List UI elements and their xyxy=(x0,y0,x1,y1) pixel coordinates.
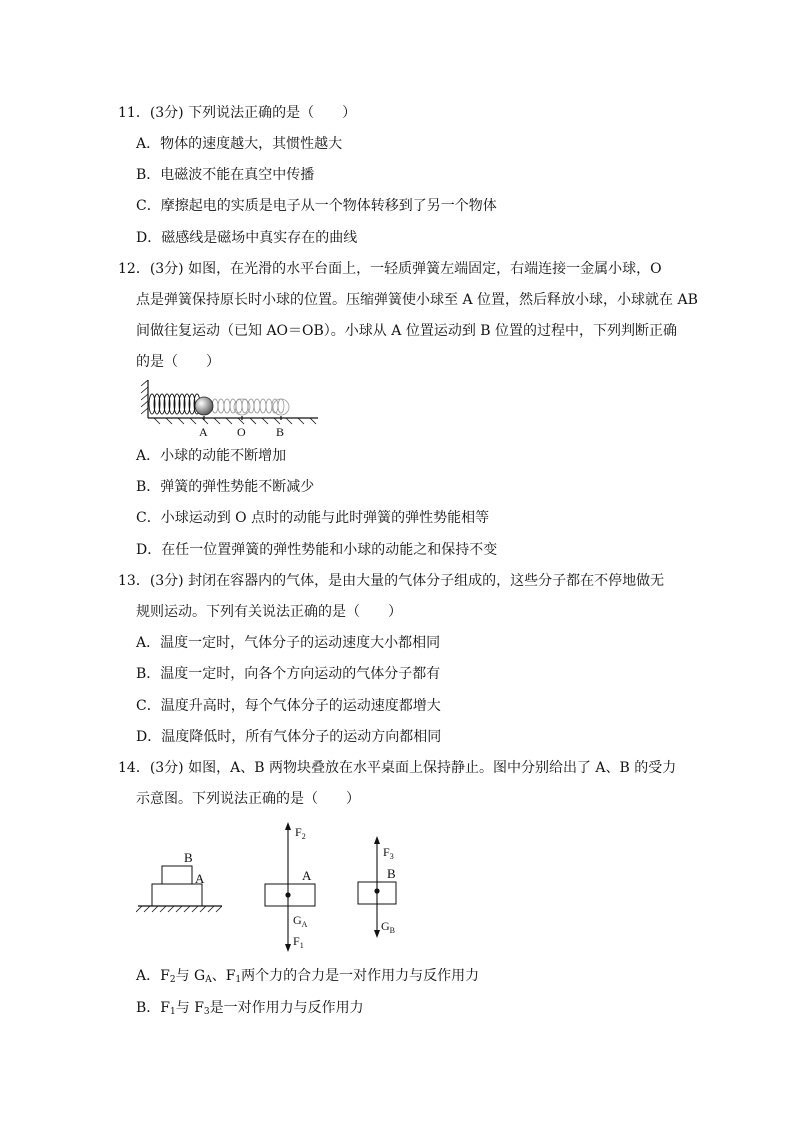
q14-a-part1: A．F xyxy=(136,968,170,984)
q14-stacked-blocks-figure xyxy=(136,846,226,918)
q11-option-b: B．电磁波不能在真空中传播 xyxy=(136,167,315,183)
fig3-f3-sub: 3 xyxy=(389,852,394,861)
q12-option-b: B．弹簧的弹性势能不断减少 xyxy=(136,479,315,495)
wall-hatch xyxy=(141,380,148,414)
q14-a-sub3: 1 xyxy=(235,975,242,985)
q13-stem-line-1: 13．(3分) 封闭在容器内的气体，是由大量的气体分子组成的，这些分子都在不停地做无 xyxy=(118,573,665,589)
fig3-gb-label xyxy=(381,919,395,935)
q14-a-sub1: 2 xyxy=(169,975,176,985)
desk-hatch xyxy=(136,906,222,912)
q14-b-sub2: 3 xyxy=(203,1007,210,1017)
label-a: A xyxy=(199,425,208,439)
q12-stem-line-4: 的是（ ） xyxy=(136,354,220,370)
q13-option-a: A．温度一定时，气体分子的运动速度大小都相同 xyxy=(136,635,441,651)
q14-a-part3: 、F xyxy=(211,968,236,984)
fig3-gb-sub: B xyxy=(389,926,396,935)
block-a xyxy=(152,884,202,906)
fig2-f2-label xyxy=(295,825,306,841)
arrow-down-head xyxy=(285,944,291,952)
metal-ball xyxy=(195,397,213,415)
q14-force-diagram-b xyxy=(352,832,412,944)
q13-option-c: C．温度升高时，每个气体分子的运动速度都增大 xyxy=(136,698,441,714)
fig2-ga-main: G xyxy=(293,913,302,927)
label-o: O xyxy=(237,425,246,439)
fig3-gb-main: G xyxy=(381,919,390,933)
q12-stem-line-3: 间做往复运动（已知 AO＝OB）。小球从 A 位置运动到 B 位置的过程中，下列判断正确 xyxy=(136,323,678,339)
q12-option-c: C．小球运动到 O 点时的动能与此时弹簧的弹性势能相等 xyxy=(136,510,490,526)
q12-option-a: A．小球的动能不断增加 xyxy=(136,448,287,464)
q11-option-a: A．物体的速度越大，其惯性越大 xyxy=(136,136,343,152)
label-b: B xyxy=(276,425,285,439)
q14-option-a xyxy=(136,966,479,986)
arrow-gb-head xyxy=(374,930,380,938)
q12-stem-line-2: 点是弹簧保持原长时小球的位置。压缩弹簧使小球至 A 位置，然后释放小球，小球就在 AB xyxy=(136,292,698,308)
block-b xyxy=(162,866,192,884)
q12-stem-line-1: 12．(3分) 如图，在光滑的水平台面上，一轻质弹簧左端固定，右端连接一金属小球，O xyxy=(118,261,662,277)
q14-b-sub1: 1 xyxy=(170,1007,176,1017)
fig2-f2-sub: 2 xyxy=(301,832,306,841)
q14-option-b xyxy=(136,998,364,1018)
fig3-f3-main: F xyxy=(383,845,390,859)
fig1-label-b: B xyxy=(184,850,193,865)
q14-a-sub2: A xyxy=(205,975,212,985)
table-hatch xyxy=(154,418,316,424)
arrow-f2-head xyxy=(285,822,291,830)
q13-stem-line-2: 规则运动。下列有关说法正确的是（ ） xyxy=(136,604,402,620)
fig2-center-dot xyxy=(285,892,290,897)
q13-option-b: B．温度一定时，向各个方向运动的气体分子都有 xyxy=(136,666,441,682)
fig2-f1-label xyxy=(293,934,304,950)
fig2-f1-sub: 1 xyxy=(299,941,304,950)
fig2-ga-label xyxy=(293,913,308,929)
arrow-f3-head xyxy=(374,836,380,844)
q14-stem-line-2: 示意图。下列说法正确的是（ ） xyxy=(136,791,360,807)
q11-option-d: D．磁感线是磁场中真实存在的曲线 xyxy=(136,230,358,246)
fig1-label-a: A xyxy=(195,871,205,886)
fig3-f3-label xyxy=(383,845,394,861)
fig2-f2-main: F xyxy=(295,825,302,839)
q12-spring-figure xyxy=(140,376,330,440)
fig3-block-label: B xyxy=(387,866,396,881)
q14-a-part4: 两个力的合力是一对作用力与反作用力 xyxy=(241,968,480,984)
q14-b-part3: 是一对作用力与反作用力 xyxy=(209,1000,364,1016)
q12-option-d: D．在任一位置弹簧的弹性势能和小球的动能之和保持不变 xyxy=(136,542,498,558)
fig2-f1-main: F xyxy=(293,934,300,948)
fig3-center-dot xyxy=(374,888,379,893)
q14-b-part1: B．F xyxy=(136,1000,171,1016)
q14-b-part2: 与 F xyxy=(175,1000,204,1016)
fig2-block-label: A xyxy=(302,868,312,883)
q13-option-d: D．温度降低时，所有气体分子的运动方向都相同 xyxy=(136,729,442,745)
q14-force-diagram-a xyxy=(258,820,328,958)
fig2-ga-sub: A xyxy=(301,920,308,929)
q14-stem-line-1: 14．(3分) 如图，A、B 两物块叠放在水平桌面上保持静止。图中分别给出了 A、B 的受力 xyxy=(118,760,677,776)
q11-option-c: C．摩擦起电的实质是电子从一个物体转移到了另一个物体 xyxy=(136,198,497,214)
q11-stem: 11．(3分) 下列说法正确的是（ ） xyxy=(118,105,357,121)
faded-ball-b xyxy=(273,399,289,415)
spring-coils xyxy=(149,394,200,414)
q14-a-part2: 与 G xyxy=(175,968,206,984)
